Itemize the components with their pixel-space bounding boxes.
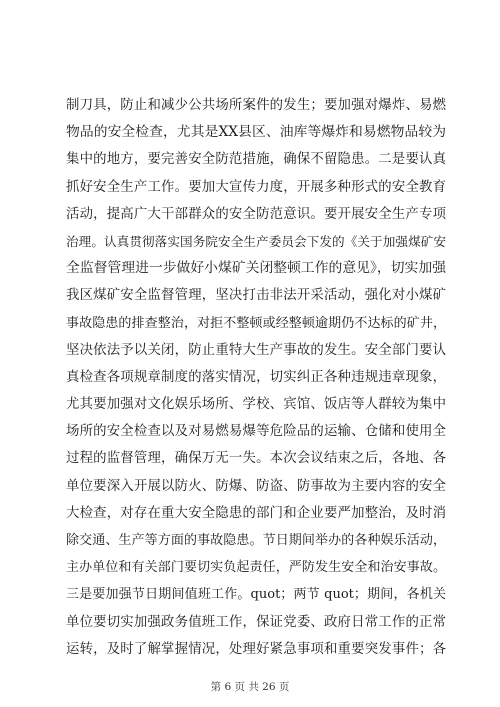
- text-line: 抓好安全生产工作。要加大宣传力度，开展多种形式的安全教育: [66, 179, 446, 195]
- text-line: 物品的安全检查，尤其是XX县区、油库等爆炸和易燃物品较为: [66, 124, 446, 141]
- page-number-footer: 第 6 页 共 26 页: [210, 681, 290, 693]
- text-line: 主办单位和有关部门要切实负起责任，严防发生安全和治安事故。: [66, 560, 446, 576]
- text-line: 全监督管理进一步做好小煤矿关闭整顿工作的意见》，切实加强: [66, 260, 446, 277]
- text-line: 治理。认真贯彻落实国务院安全生产委员会下发的《关于加强煤矿安: [66, 233, 446, 249]
- text-line: 集中的地方，要完善安全防范措施，确保不留隐患。二是要认真: [66, 152, 446, 168]
- text-line: 运转，及时了解掌握情况，处理好紧急事项和重要突发事件；各: [66, 641, 446, 657]
- text-line: 真检查各项规章制度的落实情况，切实纠正各种违规违章现象，: [66, 369, 446, 385]
- text-line: 单位要切实加强政务值班工作，保证党委、政府日常工作的正常: [66, 614, 446, 630]
- text-line: 坚决依法予以关闭，防止重特大生产事故的发生。安全部门要认: [66, 342, 446, 358]
- text-line: 活动，提高广大干部群众的安全防范意识。要开展安全生产专项: [66, 206, 446, 222]
- body-paragraph: [66, 92, 446, 663]
- text-line: 单位要深入开展以防火、防爆、防盗、防事故为主要内容的安全: [66, 478, 446, 494]
- text-line: 过程的监督管理，确保万无一失。本次会议结束之后，各地、各: [66, 451, 446, 467]
- text-line: 场所的安全检查以及对易燃易爆等危险品的运输、仓储和使用全: [66, 424, 446, 440]
- text-line: 制刀具，防止和减少公共场所案件的发生；要加强对爆炸、易燃: [66, 98, 446, 113]
- text-line: 大检查，对存在重大安全隐患的部门和企业要严加整治，及时消: [66, 505, 446, 521]
- text-line: 事故隐患的排查整治，对拒不整顿或经整顿逾期仍不达标的矿井，: [66, 315, 446, 331]
- text-line: 我区煤矿安全监督管理，坚决打击非法开采活动，强化对小煤矿: [66, 288, 446, 304]
- text-line: 三是要加强节日期间值班工作。quot；两节 quot；期间，各机关: [66, 587, 446, 603]
- text-line: 尤其要加强对文化娱乐场所、学校、宾馆、饭店等人群较为集中: [66, 397, 446, 413]
- text-line: 除交通、生产等方面的事故隐患。节日期间举办的各种娱乐活动，: [66, 533, 446, 548]
